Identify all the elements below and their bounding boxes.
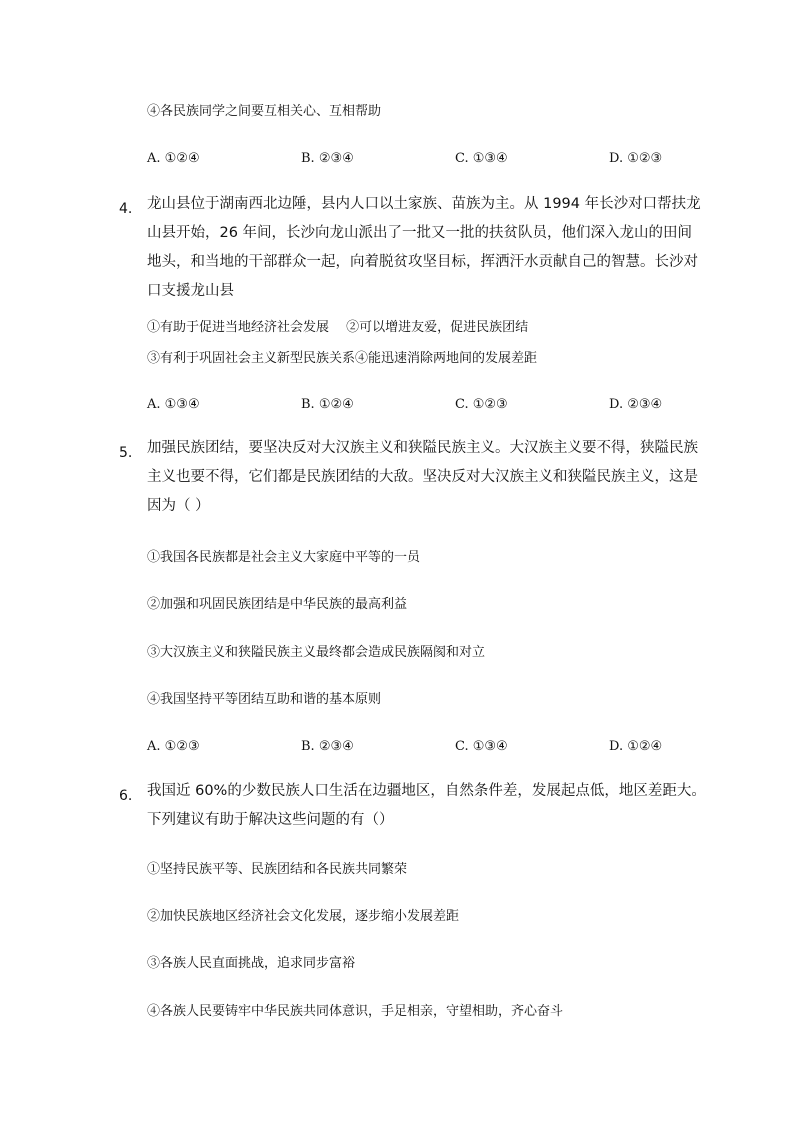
question-5-item-4: ④我国坚持平等团结互助和谐的基本原则 [147, 692, 382, 707]
question-6-stem [147, 777, 706, 835]
question-5-stem-line: 因为（ ） [147, 498, 210, 514]
question-5-item-3: ③大汉族主义和狭隘民族主义最终都会造成民族隔阂和对立 [147, 645, 486, 660]
question-6-item-4: ④各族人民要铸牢中华民族共同体意识，手足相亲，守望相助，齐心奋斗 [147, 1004, 564, 1019]
question-5-choice-d[interactable]: D. ①②④ [609, 739, 663, 754]
question-4-stem-line: 龙山县位于湖南西北边陲，县内人口以土家族、苗族为主。从 1994 年长沙对口帮扶龙 [147, 196, 701, 212]
question-5-choice-b[interactable]: B. ②③④ [301, 739, 354, 754]
question-5-choices-row [147, 738, 687, 756]
question-4-choice-c[interactable]: C. ①②③ [455, 397, 508, 412]
question-4-items-line-1: ①有助于促进当地经济社会发展 ②可以增进友爱，促进民族团结 [147, 320, 529, 335]
question-6-number: 6. [119, 788, 133, 804]
question-5-item-2: ②加强和巩固民族团结是中华民族的最高利益 [147, 597, 408, 612]
question-5-item-1: ①我国各民族都是社会主义大家庭中平等的一员 [147, 550, 421, 565]
prev-choice-d[interactable]: D. ①②③ [609, 151, 663, 166]
question-4-number: 4. [119, 201, 133, 217]
question-5-stem-line: 主义也要不得，它们都是民族团结的大敌。坚决反对大汉族主义和狭隘民族主义，这是 [147, 469, 698, 485]
question-4-stem-line: 地头，和当地的干部群众一起，向着脱贫攻坚目标，挥洒汗水贡献自己的智慧。长沙对 [147, 254, 698, 270]
question-5-stem [147, 434, 698, 521]
question-6-item-1: ①坚持民族平等、民族团结和各民族共同繁荣 [147, 862, 408, 877]
question-6-stem-line: 我国近 60%的少数民族人口生活在边疆地区，自然条件差，发展起点低，地区差距大。 [147, 783, 706, 799]
question-5-number: 5. [119, 445, 133, 461]
prev-choices-row [147, 150, 687, 168]
question-4-stem-line: 山县开始，26 年间，长沙向龙山派出了一批又一批的扶贫队员，他们深入龙山的田间 [147, 225, 693, 241]
question-4-choice-a[interactable]: A. ①③④ [147, 397, 200, 412]
question-4-stem [147, 190, 701, 306]
question-6-item-2: ②加快民族地区经济社会文化发展，逐步缩小发展差距 [147, 909, 460, 924]
prev-option-4: ④各民族同学之间要互相关心、互相帮助 [147, 104, 382, 119]
question-5-stem-line: 加强民族团结，要坚决反对大汉族主义和狭隘民族主义。大汉族主义要不得，狭隘民族 [147, 440, 698, 456]
prev-choice-c[interactable]: C. ①③④ [455, 151, 508, 166]
question-4-choices-row [147, 396, 687, 414]
prev-choice-b[interactable]: B. ②③④ [301, 151, 354, 166]
prev-choice-a[interactable]: A. ①②④ [147, 151, 200, 166]
question-5-choice-a[interactable]: A. ①②③ [147, 739, 200, 754]
question-6-item-3: ③各族人民直面挑战，追求同步富裕 [147, 956, 356, 971]
question-4-choice-b[interactable]: B. ①②④ [301, 397, 354, 412]
question-5-choice-c[interactable]: C. ①③④ [455, 739, 508, 754]
question-4-choice-d[interactable]: D. ②③④ [609, 397, 663, 412]
question-4-items-line-2: ③有利于巩固社会主义新型民族关系④能迅速消除两地间的发展差距 [147, 351, 538, 366]
question-4-stem-line: 口支援龙山县 [147, 283, 234, 299]
question-6-stem-line: 下列建议有助于解决这些问题的有（） [147, 812, 394, 828]
